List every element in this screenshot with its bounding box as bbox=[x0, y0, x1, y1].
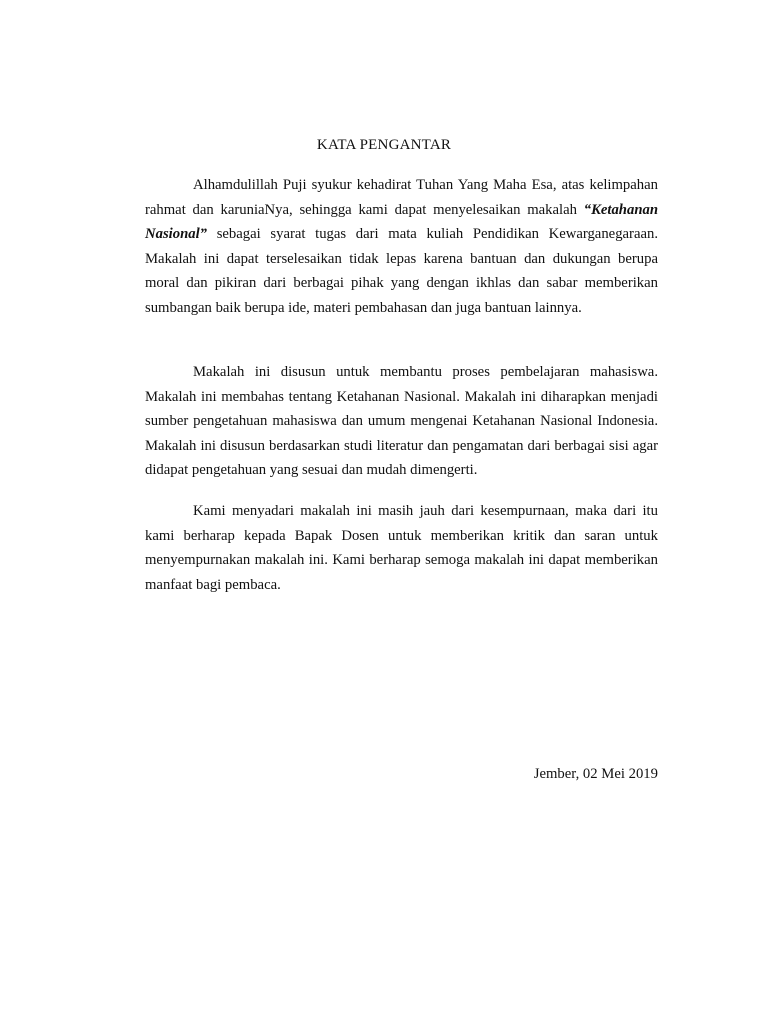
paragraph-2: Makalah ini disusun untuk membantu proses pembelajaran mahasiswa. Makalah ini membahas tentang Ketahanan Nasional. Makalah ini diharapkan menjadi sumber pengetahuan mahasiswa dan umum mengenai Ketahanan Nasional Indonesia. Makalah ini disusun berdasarkan studi literatur dan pengamatan dari berbagai sisi agar didapat pengetahuan yang sesuai dan mudah dimengerti. bbox=[145, 364, 658, 478]
paragraph-1-intro: Alhamdulillah Puji syukur kehadirat Tuhan Yang Maha Esa, atas kelimpahan rahmat dan karuniaNya, sehingga kami dapat menyelesaikan makalah bbox=[145, 177, 658, 218]
paragraph-1-rest: sebagai syarat tugas dari mata kuliah Pendidikan Kewarganegaraan. Makalah ini dapat terselesaikan tidak lepas karena bantuan dan dukungan berupa moral dan pikiran dari berbagai pihak yang dengan ikhlas dan sabar memberikan sumbangan baik berupa ide, materi pembahasan dan juga bantuan lainnya. bbox=[145, 226, 658, 316]
paper-title-emphasis: “Ketahanan Nasional” bbox=[145, 201, 658, 242]
paragraph-3: Kami menyadari makalah ini masih jauh dari kesempurnaan, maka dari itu kami berharap kepada Bapak Dosen untuk memberikan kritik dan saran untuk menyempurnakan makalah ini. Kami berharap semoga makalah ini dapat memberikan manfaat bagi pembaca. bbox=[145, 503, 658, 593]
place-date: Jember, 02 Mei 2019 bbox=[533, 766, 658, 782]
paragraph-1 bbox=[145, 173, 658, 320]
page-title: KATA PENGANTAR bbox=[316, 137, 452, 153]
